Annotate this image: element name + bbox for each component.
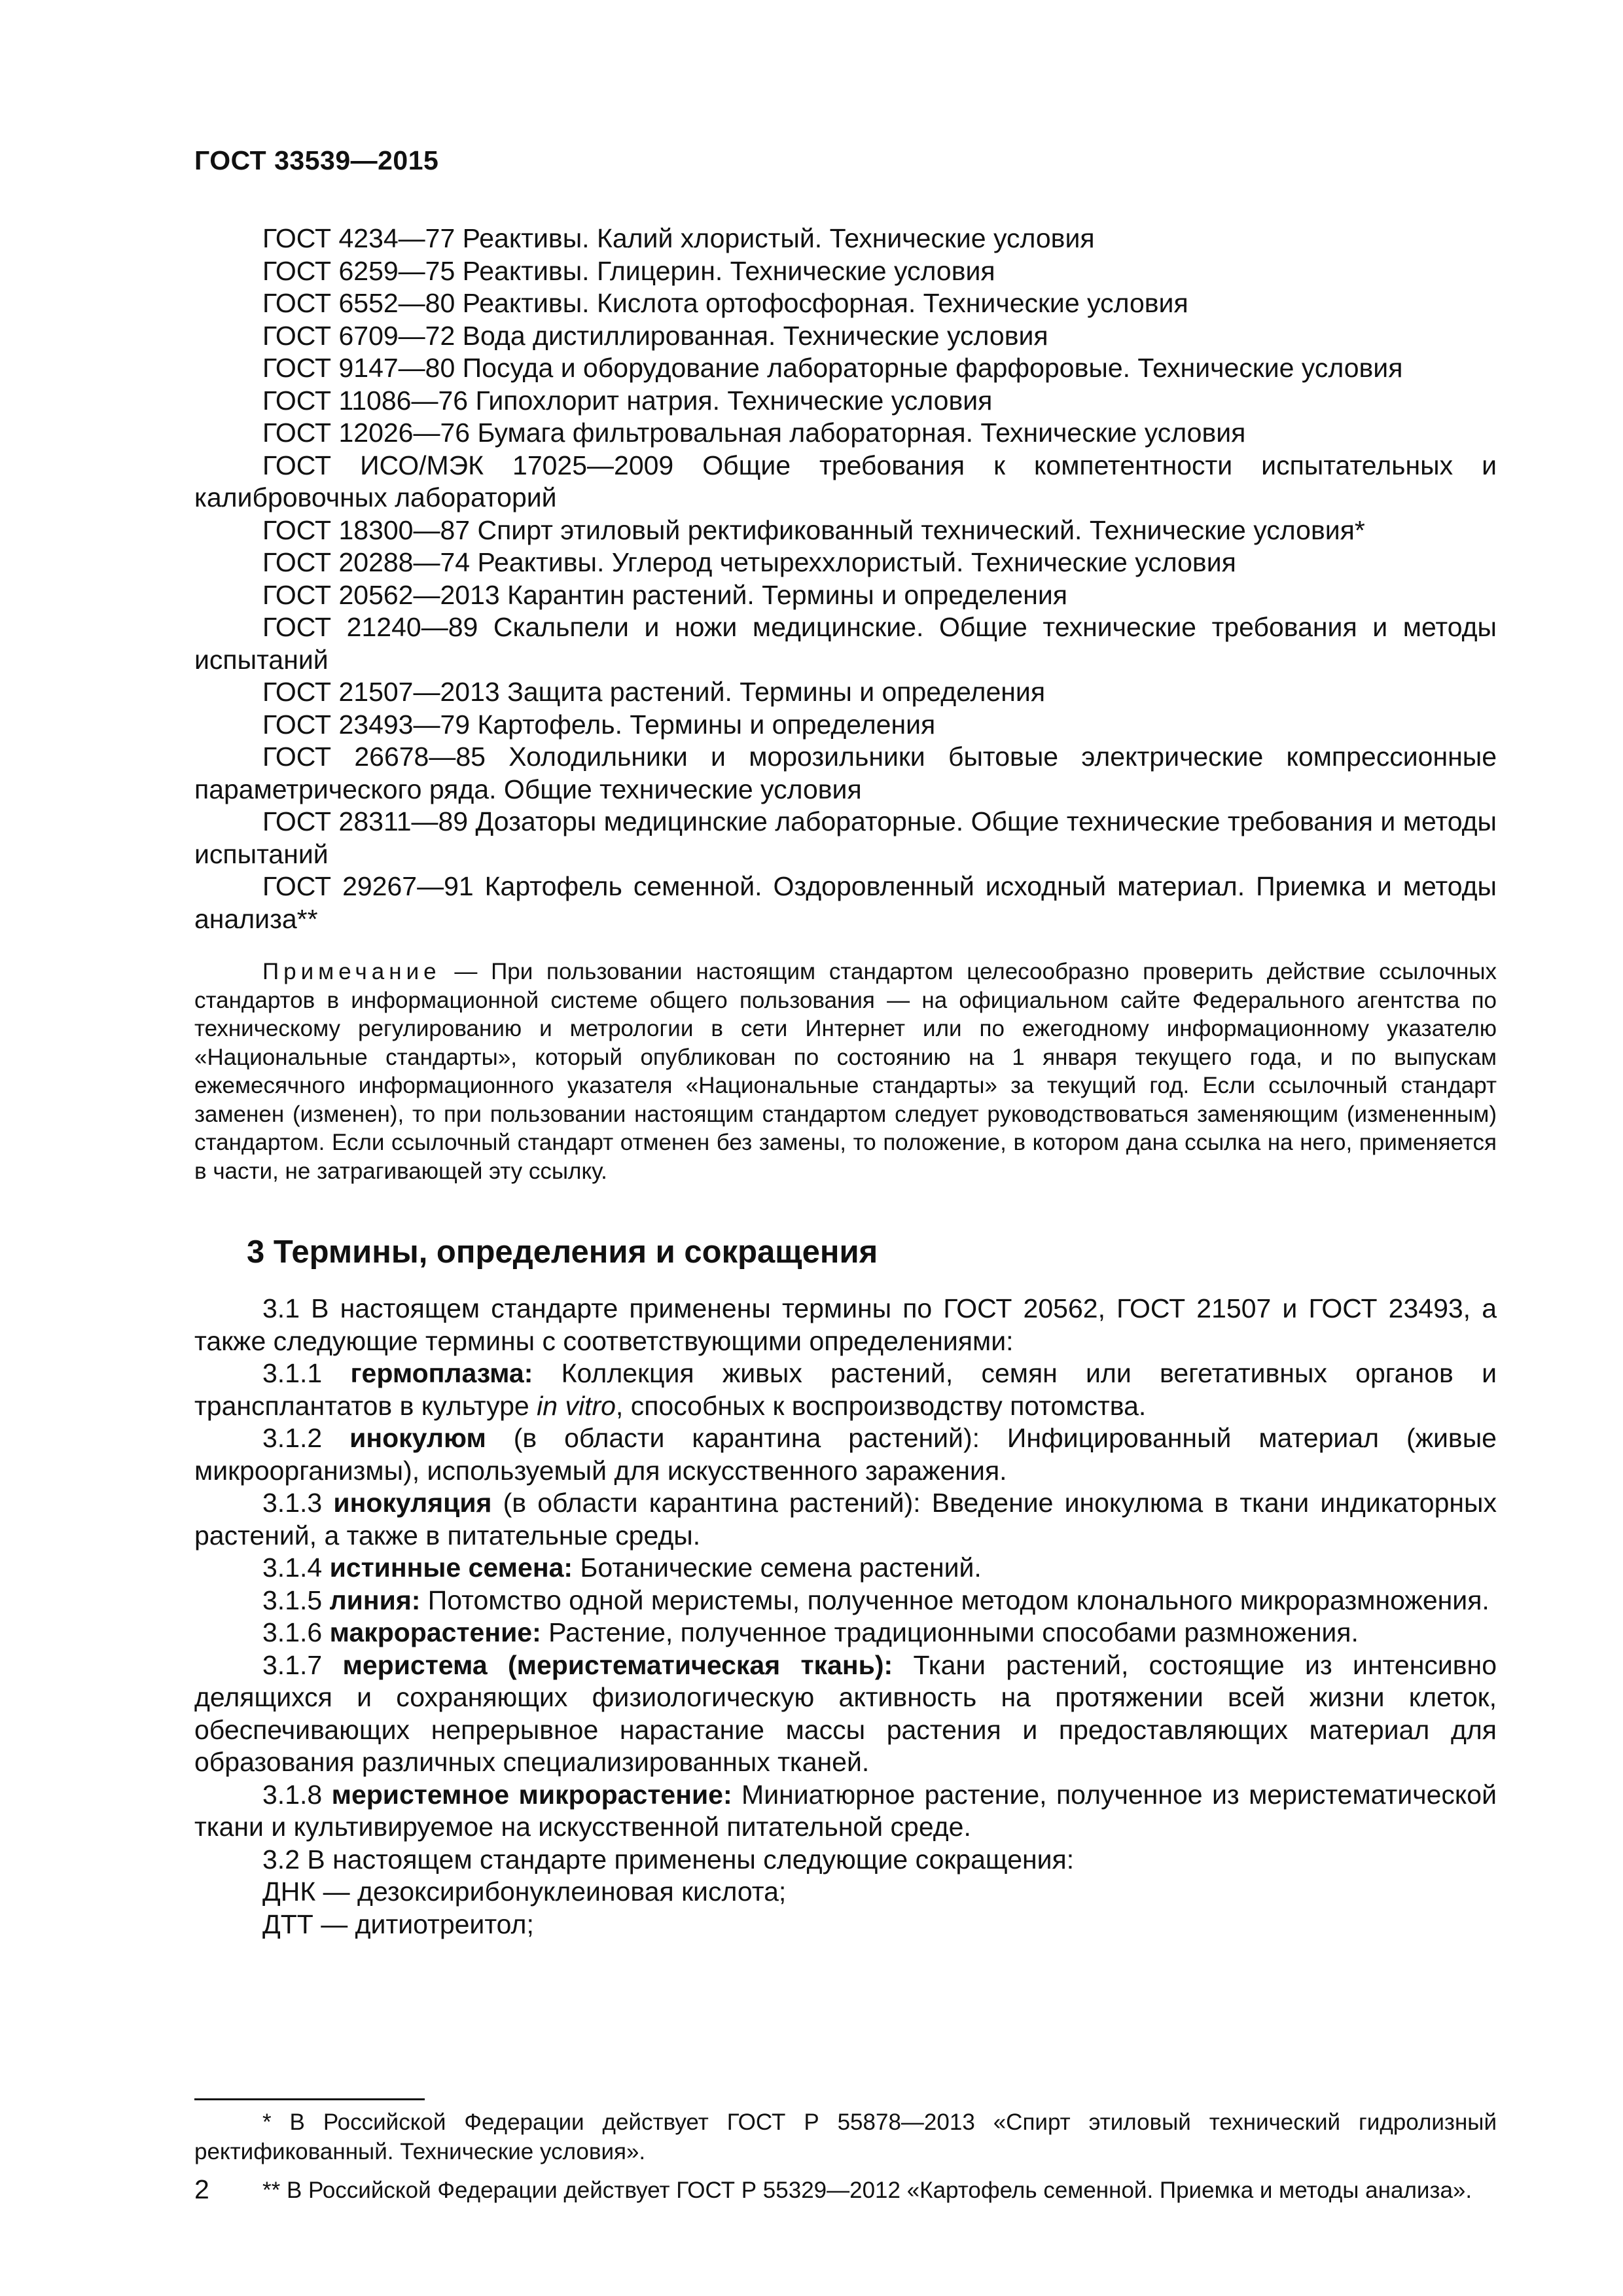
term-definition: , способных к воспроизводству потомства. [615,1390,1147,1421]
running-header: ГОСТ 33539—2015 [194,145,439,175]
reference-item: ГОСТ 6259—75 Реактивы. Глицерин. Технические условия [262,255,995,286]
term-definition: (в области карантина растений): Инфицированный материал (живые микроорганизмы), используемый для искусственного заражения. [194,1423,1497,1486]
note [194,958,1497,1185]
note-text: — При пользовании настоящим стандартом целесообразно проверить действие ссылочных стандартов в информационной системе общего пользования — на официальном сайте Федерального агентства по техническому регулированию и метрологии в сети Интернет или по ежегодному информационному указателю «Национальные стандарты», который опубликован по состоянию на 1 января текущего года, и по выпускам ежемесячного информационного указателя «Национальные стандарты» за текущий год. Если ссылочный стандарт заменен (изменен), то при пользовании настоящим стандартом следует руководствоваться заменяющим (измененным) стандартом. Если ссылочный стандарт отменен без замены, то положение, в котором дана ссылка на него, применяется в части, не затрагивающей эту ссылку. [194,959,1497,1184]
term-name: линия: [329,1585,421,1615]
term-name: макрорастение: [329,1617,541,1647]
term-number: 3.1.3 [262,1488,334,1518]
term-number: 3.1.6 [262,1617,330,1647]
note-label: Примечание [262,959,441,984]
term-definition-italic: in vitro [537,1390,616,1421]
term-3-1-5 [194,1585,1497,1617]
footnotes [194,2108,1497,2205]
footnote: ** В Российской Федерации действует ГОСТ Р 55329—2012 «Картофель семенной. Приемка и методы анализа». [262,2178,1472,2203]
footnote-divider [194,2098,425,2100]
reference-item: ГОСТ 23493—79 Картофель. Термины и определения [262,709,936,740]
reference-item: ГОСТ 4234—77 Реактивы. Калий хлористый. Технические условия [262,223,1095,253]
term-number: 3.1.1 [262,1358,351,1388]
reference-item: ГОСТ 9147—80 Посуда и оборудование лабораторные фарфоровые. Технические условия [262,353,1403,383]
term-number: 3.1.4 [262,1552,330,1583]
footnote: * В Российской Федерации действует ГОСТ Р 55878—2013 «Спирт этиловый технический гидролизный ректификованный. Технические условия». [194,2109,1497,2164]
page-number: 2 [194,2174,209,2204]
reference-item: ГОСТ 20562—2013 Карантин растений. Термины и определения [262,579,1067,610]
term-3-1-2 [194,1422,1497,1487]
term-3-1-1 [194,1357,1497,1422]
reference-item: ГОСТ 11086—76 Гипохлорит натрия. Технические условия [262,385,993,416]
page-content [194,223,1497,1941]
term-definition: Растение, полученное традиционными способами размножения. [541,1617,1359,1647]
section-heading: 3 Термины, определения и сокращения [247,1234,878,1270]
term-definition: (в области карантина растений): Введение инокулюма в ткани индикаторных растений, а также в питательные среды. [194,1488,1497,1551]
reference-item: ГОСТ 20288—74 Реактивы. Углерод четыреххлористый. Технические условия [262,547,1236,577]
term-3-1-7 [194,1649,1497,1779]
term-3-1-3 [194,1487,1497,1552]
abbreviation-item: ДТТ — дитиотреитол; [262,1909,534,1939]
term-name: меристема (меристематическая ткань): [342,1649,893,1680]
reference-item: ГОСТ 6552—80 Реактивы. Кислота ортофосфорная. Технические условия [262,288,1188,318]
reference-item: ГОСТ 28311—89 Дозаторы медицинские лабораторные. Общие технические требования и методы испытаний [194,806,1497,869]
term-name: инокулюм [349,1423,486,1453]
abbreviation-item: ДНК — дезоксирибонуклеиновая кислота; [262,1876,787,1907]
term-name: меристемное микрорастение: [331,1779,732,1810]
reference-item: ГОСТ 29267—91 Картофель семенной. Оздоровленный исходный материал. Приемка и методы анализа** [194,871,1497,934]
term-number: 3.1.2 [262,1423,350,1453]
term-3-1-6 [194,1617,1497,1649]
term-definition: Ботанические семена растений. [573,1552,982,1583]
term-definition: Миниатюрное растение, полученное из меристематической ткани и культивируемое на искусственной питательной среде. [194,1779,1497,1842]
term-name: инокуляция [333,1488,492,1518]
reference-item: ГОСТ 6709—72 Вода дистиллированная. Технические условия [262,320,1048,351]
term-number: 3.1.8 [262,1779,332,1810]
term-number: 3.1.5 [262,1585,330,1615]
reference-item: ГОСТ 26678—85 Холодильники и морозильники бытовые электрические компрессионные параметрического ряда. Общие технические условия [194,742,1497,804]
term-definition: Коллекция живых растений, семян или вегетативных органов и трансплантатов в культуре [194,1358,1497,1421]
paragraph-3-1: 3.1 В настоящем стандарте применены термины по ГОСТ 20562, ГОСТ 21507 и ГОСТ 23493, а также следующие термины с соответствующими определениями: [194,1293,1497,1356]
term-definition: Ткани растений, состоящие из интенсивно делящихся и сохраняющих физиологическую активность на протяжении всей жизни клеток, обеспечивающих непрерывное нарастание массы растения и предоставляющих материал для образования различных специализированных тканей. [194,1649,1497,1777]
reference-item: ГОСТ 21507—2013 Защита растений. Термины и определения [262,677,1046,707]
term-3-1-4 [194,1552,1497,1585]
term-definition: Потомство одной меристемы, полученное методом клонального микроразмножения. [420,1585,1489,1615]
paragraph-3-2: 3.2 В настоящем стандарте применены следующие сокращения: [262,1844,1075,1874]
term-number: 3.1.7 [262,1649,343,1680]
term-name: истинные семена: [329,1552,573,1583]
normative-references-list [194,223,1497,935]
reference-item: ГОСТ 18300—87 Спирт этиловый ректификованный технический. Технические условия* [262,514,1365,545]
reference-item: ГОСТ 21240—89 Скальпели и ножи медицинские. Общие технические требования и методы испытаний [194,612,1497,675]
term-name: гермоплазма: [350,1358,533,1388]
reference-item: ГОСТ 12026—76 Бумага фильтровальная лабораторная. Технические условия [262,418,1246,448]
reference-item: ГОСТ ИСО/МЭК 17025—2009 Общие требования к компетентности испытательных и калибровочных лабораторий [194,450,1497,512]
term-3-1-8 [194,1779,1497,1844]
